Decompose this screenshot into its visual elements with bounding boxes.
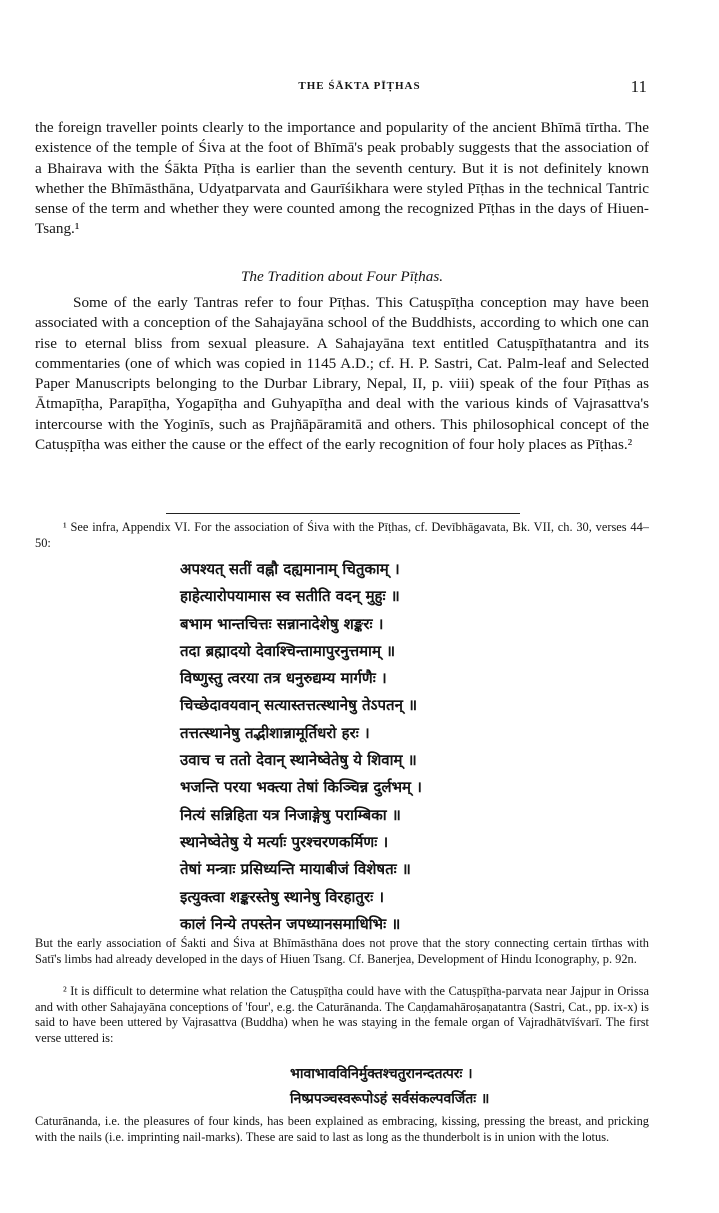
- footnote-2: ² It is difficult to determine what relation the Catuṣpīṭha could have with the Catuṣpīṭha-parvata near Jajpur in Orissa and with other Sahajayāna conceptions of 'four', e.g. the Caturānanda. The Caṇḍamahāroṣaṇatantra (Sastri, Cat., pp. ix-x) is said to have been uttered by Vajrasattva (Buddha) when he was staying in the female organ of Vajradhātvīśvarī. The first verse uttered is:: [35, 984, 649, 1045]
- verse-line: अपश्यत् सतीं वह्नौ दह्यमानाम् चितुकाम् ।: [180, 560, 400, 578]
- sanskrit-verses-1: [180, 556, 600, 938]
- verse-line: तत्तत्स्थानेषु तद्भीशान्नामूर्तिधरो हरः ।: [180, 723, 370, 742]
- verse-line: स्थानेष्वेतेषु ये मर्त्याः पुरश्चरणकर्मिणः ।: [180, 832, 389, 851]
- verse-line: हाहेत्यारोपयामास स्व सतीति वदन् मुहुः ॥: [180, 587, 400, 606]
- verse-line: भावाभावविनिर्मुक्तश्चतुरानन्दतत्परः ।: [290, 1066, 473, 1082]
- section-heading: The Tradition about Four Pīṭhas.: [240, 268, 444, 285]
- footnote-2-continued: Caturānanda, i.e. the pleasures of four kinds, has been explained as embracing, kissing, pressing the breast, and pricking with the nails (i.e. imprinting nail-marks). These are said to last as long as the thunderbolt is in union with the lotus.: [35, 1114, 649, 1144]
- verse-line: तदा ब्रह्मादयो देवाश्चिन्तामापुरनुत्तमाम् ॥: [180, 641, 396, 660]
- sanskrit-verses-2: [290, 1062, 690, 1112]
- verse-line: निष्प्रपञ्चस्वरूपोऽहं सर्वसंकल्पवर्जितः ॥: [290, 1091, 490, 1107]
- verse-line: कालं निन्ये तपस्तेन जपध्यानसमाधिभिः ॥: [180, 914, 401, 933]
- page-number: 11: [630, 77, 647, 96]
- verse-line: नित्यं सन्निहिता यत्र निजाङ्गेषु पराम्बिका ॥: [180, 805, 401, 824]
- verse-line: इत्युक्त्वा शङ्करस्तेषु स्थानेषु विरहातुरः ।: [180, 887, 385, 906]
- verse-line: भजन्ति परया भक्त्या तेषां किञ्चिन्न दुर्लभम् ।: [180, 778, 422, 797]
- running-title: THE ŚĀKTA PĪṬHAS: [298, 80, 421, 92]
- running-head: [0, 77, 719, 99]
- verse-line: चिच्छेदावयवान् सत्यास्तत्तत्स्थानेषु तेऽपतन् ॥: [180, 696, 418, 715]
- verse-line: तेषां मन्त्राः प्रसिध्यन्ति मायाबीजं विशेषतः ॥: [180, 860, 411, 879]
- body-paragraph-1: the foreign traveller points clearly to the importance and popularity of the ancient Bhīmā tīrtha. The existence of the temple of Śiva at the foot of Bhīmā's peak probably suggests that the association of a Bhairava with the Śākta Pīṭha is earlier than the seventh century. But it is not definitely known whether the Bhīmāsthāna, Udyatparvata and Gaurīśikhara were styled Pīṭhas in the technical Tantric sense of the term and whether they were counted among the recognized Pīṭhas in the days of Hiuen-Tsang.¹: [35, 119, 649, 238]
- verse-line: बभाम भान्तचित्तः सन्नानादेशेषु शङ्करः ।: [180, 614, 384, 633]
- footnote-1: ¹ See infra, Appendix VI. For the association of Śiva with the Pīṭhas, cf. Devībhāgavata, Bk. VII, ch. 30, verses 44–50:: [35, 520, 649, 550]
- footnote-divider: [166, 513, 520, 514]
- verse-line: विष्णुस्तु त्वरया तत्र धनुरुद्यम्य मार्गणैः ।: [180, 669, 387, 688]
- verse-line: उवाच च ततो देवान् स्थानेष्वेतेषु ये शिवाम् ॥: [180, 751, 417, 770]
- body-paragraph-2: Some of the early Tantras refer to four Pīṭhas. This Catuṣpīṭha conception may have been associated with a conception of the Sahajayāna school of the Buddhists, according to which one can rise to eternal bliss from sexual pleasure. A Sahajayāna text entitled Catuṣpīṭhatantra and its commentaries (one of which was copied in 1145 A.D.; cf. H. P. Sastri, Cat. Palm-leaf and Selected Paper Manuscripts belonging to the Durbar Library, Nepal, II, p. viii) speak of the four Pīṭhas as Ātmapīṭha, Parapīṭha, Yogapīṭha and Guhyapīṭha and deal with the various kinds of Vajrasattva's intercourse with the Yoginīs, such as Prajñāpāramitā and others. This philosophical concept of the Catuṣpīṭha was either the cause or the effect of the early recognition of four holy places as Pīṭhas.²: [35, 294, 649, 454]
- footnote-1-continued: But the early association of Śakti and Śiva at Bhīmāsthāna does not prove that the story connecting certain tīrthas with Satī's limbs had already developed in the days of Hiuen Tsang. Cf. Banerjea, Development of Hindu Iconography, p. 92n.: [35, 936, 649, 966]
